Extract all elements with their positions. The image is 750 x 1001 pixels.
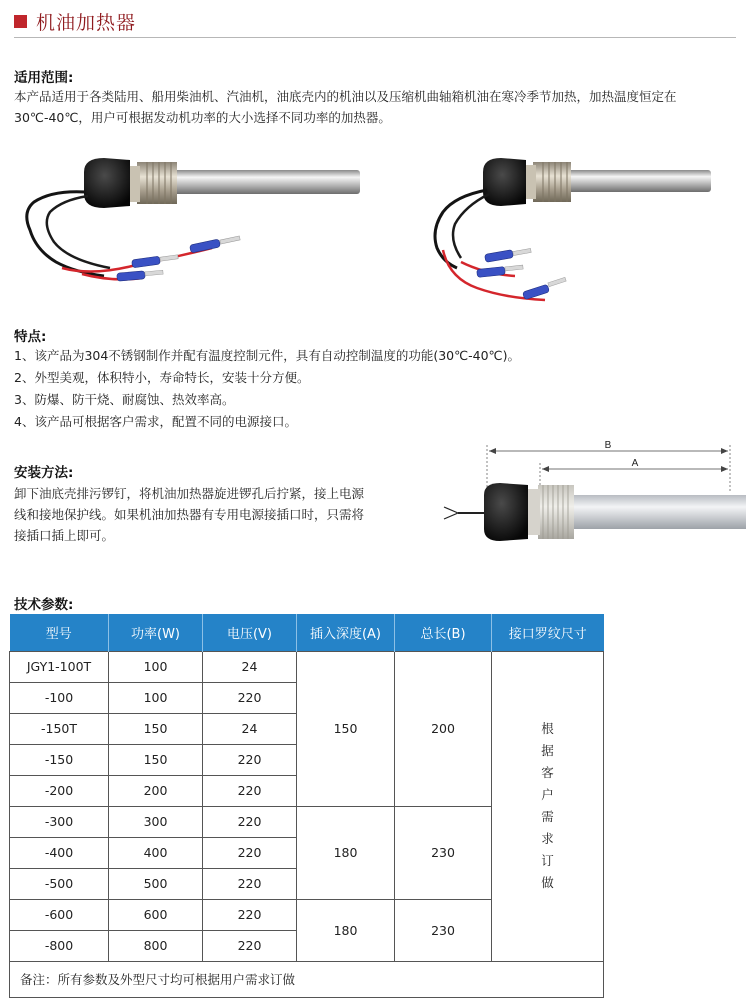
features-heading: 特点: [14,329,47,345]
cell-model: -800 [10,930,109,961]
cell-power: 500 [109,868,203,899]
thread-char: 据 [541,743,554,758]
table-note: 备注：所有参数及外型尺寸均可根据用户需求订做 [10,961,604,997]
cell-length: 230 [395,806,492,899]
tech-heading: 技术参数: [14,597,74,613]
cell-model: JGY1-100T [10,651,109,682]
thread-char: 户 [541,787,554,802]
col-header-voltage: 电压(V) [203,614,297,651]
cell-power: 800 [109,930,203,961]
spec-header-row [10,614,604,651]
cell-model: -400 [10,837,109,868]
cell-voltage: 220 [203,744,297,775]
cell-model: -150T [10,713,109,744]
title-marker [14,15,27,28]
dimension-b-label: B [604,440,612,451]
col-header-thread: 接口罗纹尺寸 [492,614,604,651]
thread-char: 求 [541,831,554,846]
features-list [14,345,520,433]
dimension-diagram [430,433,746,543]
install-heading: 安装方法: [14,465,74,481]
cell-model: -300 [10,806,109,837]
product-photo-short [425,150,725,310]
cell-model: -500 [10,868,109,899]
cell-voltage: 220 [203,899,297,930]
install-line: 线和接地保护线。如果机油加热器有专用电源接插口时，只需将 [14,507,365,522]
install-line: 接插口插上即可。 [14,528,115,543]
cell-power: 100 [109,682,203,713]
feature-item: 1、该产品为304不锈钢制作并配有温度控制元件，具有自动控制温度的功能(30℃-40℃)。 [14,348,520,363]
cell-model: -200 [10,775,109,806]
applicable-line-2: 30℃-40℃，用户可根据发动机功率的大小选择不同功率的加热器。 [14,110,391,125]
install-line: 卸下油底壳排污锣钉，将机油加热器旋进锣孔后拧紧，接上电源 [14,486,365,501]
applicable-line-1: 本产品适用于各类陆用、船用柴油机、汽油机，油底壳内的机油以及压缩机曲轴箱机油在寒冷季节加热，加热温度恒定在 [14,89,677,104]
cell-depth: 180 [297,899,395,961]
spec-table [9,614,604,998]
applicable-heading: 适用范围: [14,70,74,86]
product-photo-long [22,150,367,300]
col-header-depth: 插入深度(A) [297,614,395,651]
cell-model: -600 [10,899,109,930]
table-row [10,651,604,682]
thread-char: 做 [541,875,554,890]
feature-item: 2、外型美观，体积特小，寿命特长，安装十分方便。 [14,370,310,385]
cell-power: 100 [109,651,203,682]
cell-power: 150 [109,713,203,744]
thread-char: 根 [541,721,554,736]
page-title: 机油加热器 [36,12,137,34]
title-divider [14,37,736,38]
thread-char: 需 [541,809,554,824]
cell-length: 230 [395,899,492,961]
cell-voltage: 24 [203,651,297,682]
col-header-model: 型号 [10,614,109,651]
col-header-length: 总长(B) [395,614,492,651]
cell-power: 300 [109,806,203,837]
feature-item: 4、该产品可根据客户需求，配置不同的电源接口。 [14,414,297,429]
install-text [14,483,364,546]
table-note-row [10,961,604,997]
cell-power: 600 [109,899,203,930]
cell-thread-size [492,651,604,961]
cell-voltage: 220 [203,775,297,806]
thread-char: 订 [541,853,554,868]
cell-voltage: 220 [203,682,297,713]
dimension-a-label: A [631,458,639,469]
page-title-bar [14,8,136,35]
thread-char: 客 [541,765,554,780]
cell-power: 200 [109,775,203,806]
cell-depth: 150 [297,651,395,806]
cell-voltage: 220 [203,837,297,868]
applicable-text [14,86,677,128]
cell-length: 200 [395,651,492,806]
cell-depth: 180 [297,806,395,899]
feature-item: 3、防爆、防干烧、耐腐蚀、热效率高。 [14,392,235,407]
cell-model: -150 [10,744,109,775]
col-header-power: 功率(W) [109,614,203,651]
cell-power: 400 [109,837,203,868]
cell-voltage: 220 [203,930,297,961]
cell-power: 150 [109,744,203,775]
cell-voltage: 220 [203,806,297,837]
cell-voltage: 220 [203,868,297,899]
cell-model: -100 [10,682,109,713]
cell-voltage: 24 [203,713,297,744]
